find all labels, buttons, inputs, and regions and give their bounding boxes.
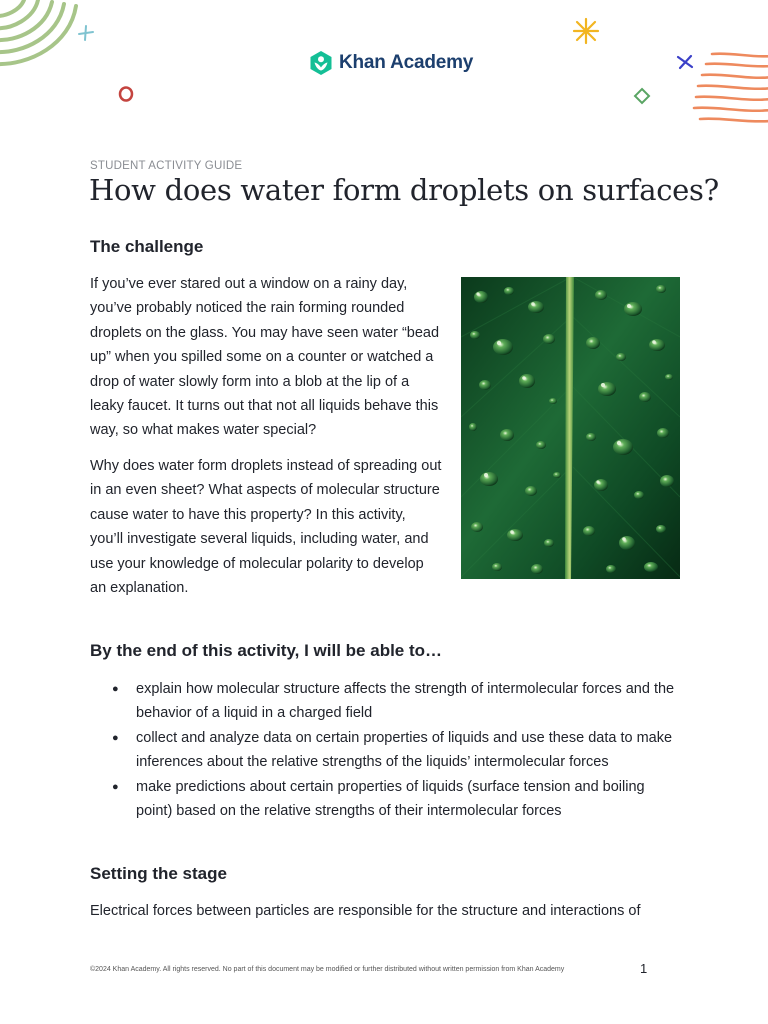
copyright-footer: ©2024 Khan Academy. All rights reserved. No part of this document may be modified or further distributed without written permission from Khan Academy xyxy=(90,966,565,973)
section-heading-stage: Setting the stage xyxy=(90,864,227,883)
water-droplets-on-green-leaf-photo xyxy=(461,277,680,579)
section-heading-challenge: The challenge xyxy=(90,237,204,256)
challenge-paragraph-2: Why does water form droplets instead of spreading out in an even sheet? What aspects of molecular structure cause water to have this property? In this activity, you’ll investigate several liquids, including water, and use your knowledge of molecular polarity to develop an explanation. xyxy=(90,458,442,597)
section-heading-objectives: By the end of this activity, I will be able to… xyxy=(90,641,443,660)
challenge-paragraph-1: If you’ve ever stared out a window on a rainy day, you’ve probably noticed the rain forming rounded droplets on the glass. You may have seen water “bead up” when you spilled some on a counter or watched a drop of water slowly form into a blob at the lip of a leaky faucet. It turns out that not all liquids behave this way, so what makes water special? xyxy=(90,276,440,439)
objectives-list xyxy=(112,677,682,823)
khan-academy-hexagon-leaf-icon xyxy=(309,50,333,76)
document-type-label: STUDENT ACTIVITY GUIDE xyxy=(90,160,243,172)
green-swirl-icon xyxy=(0,0,84,72)
page-number: 1 xyxy=(640,961,648,976)
khan-academy-logo xyxy=(309,50,473,76)
teal-cross-icon xyxy=(77,24,95,42)
list-item: ● explain how molecular structure affects the strength of intermolecular forces and the behavior of a liquid in a charged field xyxy=(112,677,682,726)
red-ring-icon xyxy=(116,84,136,104)
logo-wordmark: Khan Academy xyxy=(339,52,474,73)
list-item: ● collect and analyze data on certain properties of liquids and use these data to make inferences about the relative strengths of the liquids’ intermolecular forces xyxy=(112,726,682,775)
list-item: ● make predictions about certain properties of liquids (surface tension and boiling point) based on the relative strengths of their intermolecular forces xyxy=(112,775,682,824)
yellow-sparkle-icon xyxy=(571,16,601,46)
orange-stripes-icon xyxy=(692,48,768,132)
page-title: How does water form droplets on surfaces? xyxy=(89,173,719,207)
green-diamond-icon xyxy=(633,87,651,105)
stage-paragraph: Electrical forces between particles are responsible for the structure and interactions of xyxy=(90,903,641,919)
